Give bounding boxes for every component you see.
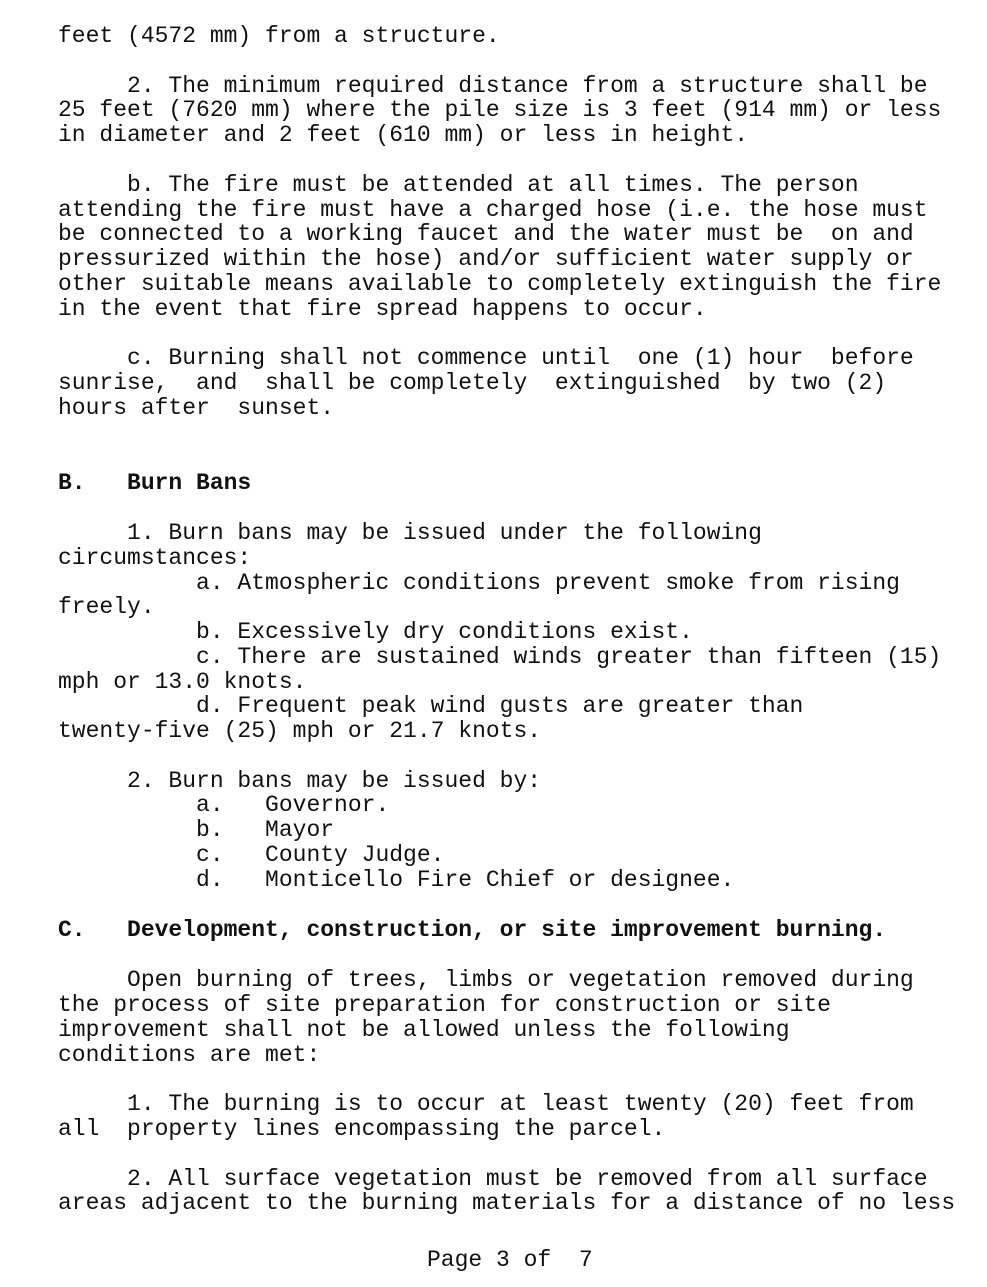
text-line: c. County Judge. [58,842,445,868]
text-line: freely. [58,594,155,620]
text-line: c. There are sustained winds greater than fifteen (15) [58,644,942,670]
text-line: attending the fire must have a charged hose (i.e. the hose must [58,197,928,223]
text-line: circumstances: [58,545,252,571]
text-line: in diameter and 2 feet (610 mm) or less in height. [58,122,749,148]
section-heading: B. Burn Bans [58,470,252,496]
text-line: c. Burning shall not commence until one (1) hour before [58,345,914,371]
text-line: Open burning of trees, limbs or vegetation removed during [58,967,914,993]
text-line: feet (4572 mm) from a structure. [58,23,500,49]
text-line: 1. Burn bans may be issued under the following [58,520,762,546]
text-line: d. Monticello Fire Chief or designee. [58,867,735,893]
text-line: twenty-five (25) mph or 21.7 knots. [58,718,542,744]
text-line: 25 feet (7620 mm) where the pile size is 3 feet (914 mm) or less [58,97,942,123]
text-line: d. Frequent peak wind gusts are greater than [58,693,804,719]
text-line: improvement shall not be allowed unless the following [58,1017,790,1043]
text-line: 2. The minimum required distance from a structure shall be [58,73,928,99]
text-line: b. Mayor [58,817,335,843]
text-line: sunrise, and shall be completely extinguished by two (2) [58,370,887,396]
text-line: 2. All surface vegetation must be removed from all surface [58,1166,928,1192]
text-line: pressurized within the hose) and/or sufficient water supply or [58,246,914,272]
section-heading: C. Development, construction, or site improvement burning. [58,917,887,943]
text-line: 1. The burning is to occur at least twenty (20) feet from [58,1091,914,1117]
text-line: be connected to a working faucet and the water must be on and [58,221,914,247]
text-line: a. Governor. [58,792,390,818]
text-line: all property lines encompassing the parcel. [58,1116,666,1142]
text-line: 2. Burn bans may be issued by: [58,768,542,794]
text-line: mph or 13.0 knots. [58,669,307,695]
text-line: other suitable means available to completely extinguish the fire [58,271,942,297]
text-line: conditions are met: [58,1042,321,1068]
page-footer: Page 3 of 7 [427,1247,593,1273]
text-line: in the event that fire spread happens to occur. [58,296,707,322]
text-line: b. Excessively dry conditions exist. [58,619,693,645]
text-line: areas adjacent to the burning materials for a distance of no less [58,1190,956,1216]
text-line: hours after sunset. [58,395,335,421]
text-line: a. Atmospheric conditions prevent smoke from rising [58,570,900,596]
text-line: b. The fire must be attended at all times. The person [58,172,859,198]
text-line: the process of site preparation for construction or site [58,992,831,1018]
